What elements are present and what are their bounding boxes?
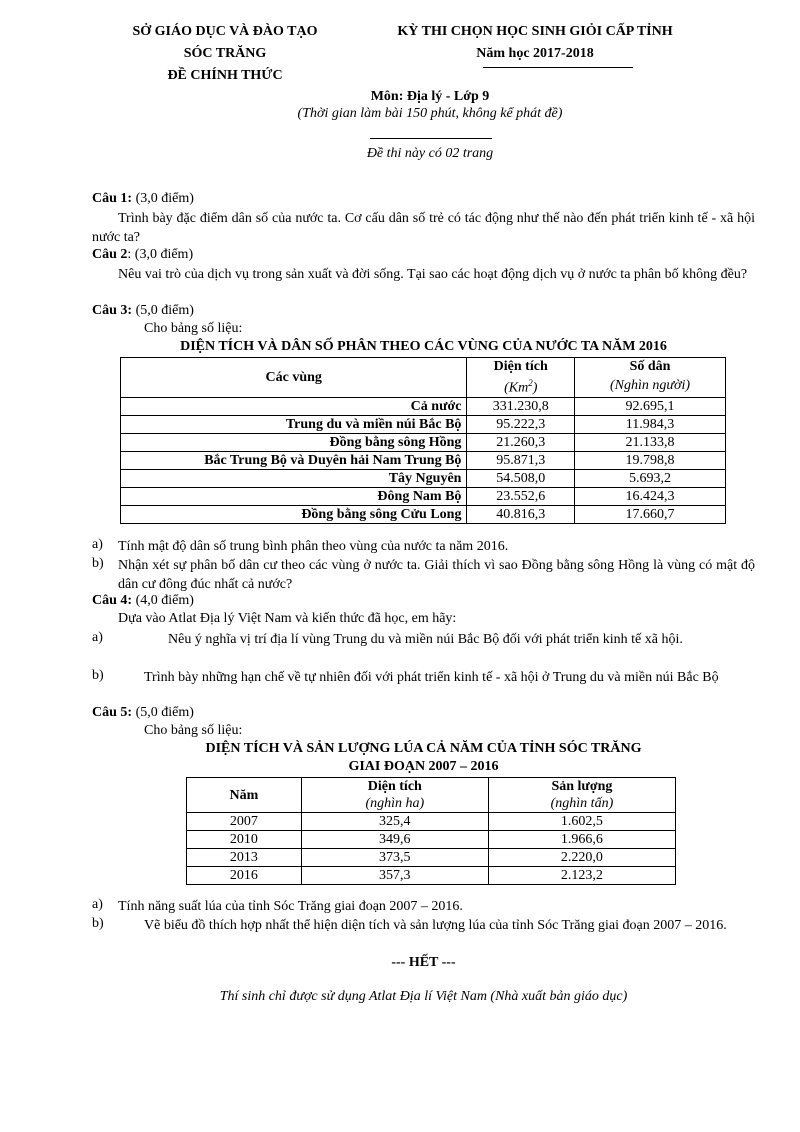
header-rice-area-unit: (nghìn ha) bbox=[301, 795, 488, 813]
table-1-title: DIỆN TÍCH VÀ DÂN SỐ PHÂN THEO CÁC VÙNG CỦA NƯỚC TA NĂM 2016 bbox=[180, 339, 667, 354]
question-4-label: Câu 4: bbox=[92, 593, 133, 608]
table-2-title-line2: GIAI ĐOẠN 2007 – 2016 bbox=[348, 759, 499, 774]
year-underline bbox=[483, 67, 633, 68]
official-label: ĐỀ CHÍNH THỨC bbox=[167, 68, 283, 83]
table-row: 2013 373,5 2.220,0 bbox=[187, 849, 676, 867]
question-4-points: (4,0 điểm) bbox=[135, 593, 194, 608]
table-2-title-line1: DIỆN TÍCH VÀ SẢN LƯỢNG LÚA CẢ NĂM CỦA TỈNH SÓC TRĂNG bbox=[205, 741, 642, 756]
footer-note: Thí sinh chỉ được sử dụng Atlat Địa lí Việt Nam (Nhà xuất bản giáo dục) bbox=[219, 989, 628, 1004]
table-row: Bắc Trung Bộ và Duyên hải Nam Trung Bộ 95.871,3 19.798,8 bbox=[121, 451, 726, 469]
question-1-points: (3,0 điểm) bbox=[135, 191, 194, 206]
table-row: 2007 325,4 1.602,5 bbox=[187, 813, 676, 831]
question-1-heading bbox=[92, 191, 194, 207]
question-5a-label: a) bbox=[92, 897, 103, 912]
question-2-heading bbox=[92, 247, 193, 263]
question-4b-label: b) bbox=[92, 668, 104, 683]
subject: Môn: Địa lý - Lớp 9 bbox=[370, 89, 490, 104]
table-header-row bbox=[121, 358, 726, 376]
pages-note: Đề thi này có 02 trang bbox=[366, 146, 494, 161]
question-5b-label: b) bbox=[92, 916, 104, 931]
question-3-label: Câu 3: bbox=[92, 303, 133, 318]
question-4-intro: Dựa vào Atlat Địa lý Việt Nam và kiến thức đã học, em hãy: bbox=[118, 611, 457, 626]
header-rice-area: Diện tích bbox=[301, 778, 488, 796]
question-5-heading bbox=[92, 705, 194, 721]
header-regions: Các vùng bbox=[121, 358, 467, 398]
question-5b-text: Vẽ biểu đồ thích hợp nhất thể hiện diện tích và sản lượng lúa của tỉnh Sóc Trăng giai đoạn 2007 – 2016. bbox=[144, 918, 727, 933]
header-divider bbox=[370, 138, 492, 139]
header-rice-output: Sản lượng bbox=[488, 778, 675, 796]
header-population: Số dân bbox=[574, 358, 725, 376]
school-year: Năm học 2017-2018 bbox=[476, 46, 594, 61]
question-3-heading bbox=[92, 303, 194, 319]
question-2-text: Nêu vai trò của dịch vụ trong sản xuất và đời sống. Tại sao các hoạt động dịch vụ ở nước ta phân bố không đều? bbox=[118, 267, 748, 282]
question-5-intro: Cho bảng số liệu: bbox=[144, 723, 243, 738]
header-area: Diện tích bbox=[467, 358, 575, 376]
header-rice-output-unit: (nghìn tấn) bbox=[488, 795, 675, 813]
question-3-points: (5,0 điểm) bbox=[135, 303, 194, 318]
header-area-unit: (Km$^2$) bbox=[467, 375, 575, 397]
question-3-intro: Cho bảng số liệu: bbox=[144, 321, 243, 336]
table-row: Đồng bằng sông Hồng 21.260,3 21.133,8 bbox=[121, 433, 726, 451]
question-4a-text: Nêu ý nghĩa vị trí địa lí vùng Trung du và miền núi Bắc Bộ đối với phát triển kinh tế xã hội. bbox=[168, 632, 683, 647]
time-note: (Thời gian làm bài 150 phút, không kể phát đề) bbox=[297, 106, 563, 121]
question-1-text: Trình bày đặc điểm dân số của nước ta. Cơ cấu dân số trẻ có tác động như thế nào đến phát triển kinh tế - xã hội nước ta? bbox=[92, 211, 755, 245]
question-5-label: Câu 5: bbox=[92, 705, 133, 720]
province-name: SÓC TRĂNG bbox=[183, 46, 267, 61]
exam-title: KỲ THI CHỌN HỌC SINH GIỎI CẤP TỈNH bbox=[397, 24, 673, 39]
question-2-label: Câu 2 bbox=[92, 247, 128, 262]
question-2-points: : (3,0 điểm) bbox=[127, 247, 194, 262]
region-table bbox=[120, 357, 726, 524]
table-row: Trung du và miền núi Bắc Bộ 95.222,3 11.984,3 bbox=[121, 415, 726, 433]
question-4b-text: Trình bày những hạn chế về tự nhiên đối với phát triển kinh tế - xã hội ở Trung du và miền núi Bắc Bộ bbox=[144, 670, 719, 685]
rice-table bbox=[186, 777, 676, 885]
question-5a-text: Tính năng suất lúa của tỉnh Sóc Trăng giai đoạn 2007 – 2016. bbox=[118, 899, 463, 914]
question-3a-text: Tính mật độ dân số trung bình phân theo vùng của nước ta năm 2016. bbox=[118, 539, 509, 554]
question-3a-label: a) bbox=[92, 537, 103, 552]
question-4-heading bbox=[92, 593, 194, 609]
table-row: 2016 357,3 2.123,2 bbox=[187, 867, 676, 885]
table-row: Đồng bằng sông Cửu Long 40.816,3 17.660,7 bbox=[121, 505, 726, 523]
table-header-row bbox=[187, 778, 676, 796]
question-1-label: Câu 1: bbox=[92, 191, 133, 206]
table-row: 2010 349,6 1.966,6 bbox=[187, 831, 676, 849]
table-row: Đông Nam Bộ 23.552,6 16.424,3 bbox=[121, 487, 726, 505]
header-population-unit: (Nghìn người) bbox=[574, 375, 725, 397]
table-row: Cả nước 331.230,8 92.695,1 bbox=[121, 397, 726, 415]
question-5-points: (5,0 điểm) bbox=[135, 705, 194, 720]
end-marker: --- HẾT --- bbox=[391, 955, 456, 970]
header-year: Năm bbox=[187, 778, 302, 813]
table-row: Tây Nguyên 54.508,0 5.693,2 bbox=[121, 469, 726, 487]
question-3b-label: b) bbox=[92, 556, 104, 571]
question-3b-text: Nhận xét sự phân bố dân cư theo các vùng ở nước ta. Giải thích vì sao Đồng bằng sông Hồng là vùng có mật độ dân cư đông đúc nhất cả nước? bbox=[118, 558, 755, 592]
question-4a-label: a) bbox=[92, 630, 103, 645]
department-name: SỞ GIÁO DỤC VÀ ĐÀO TẠO bbox=[132, 24, 318, 39]
